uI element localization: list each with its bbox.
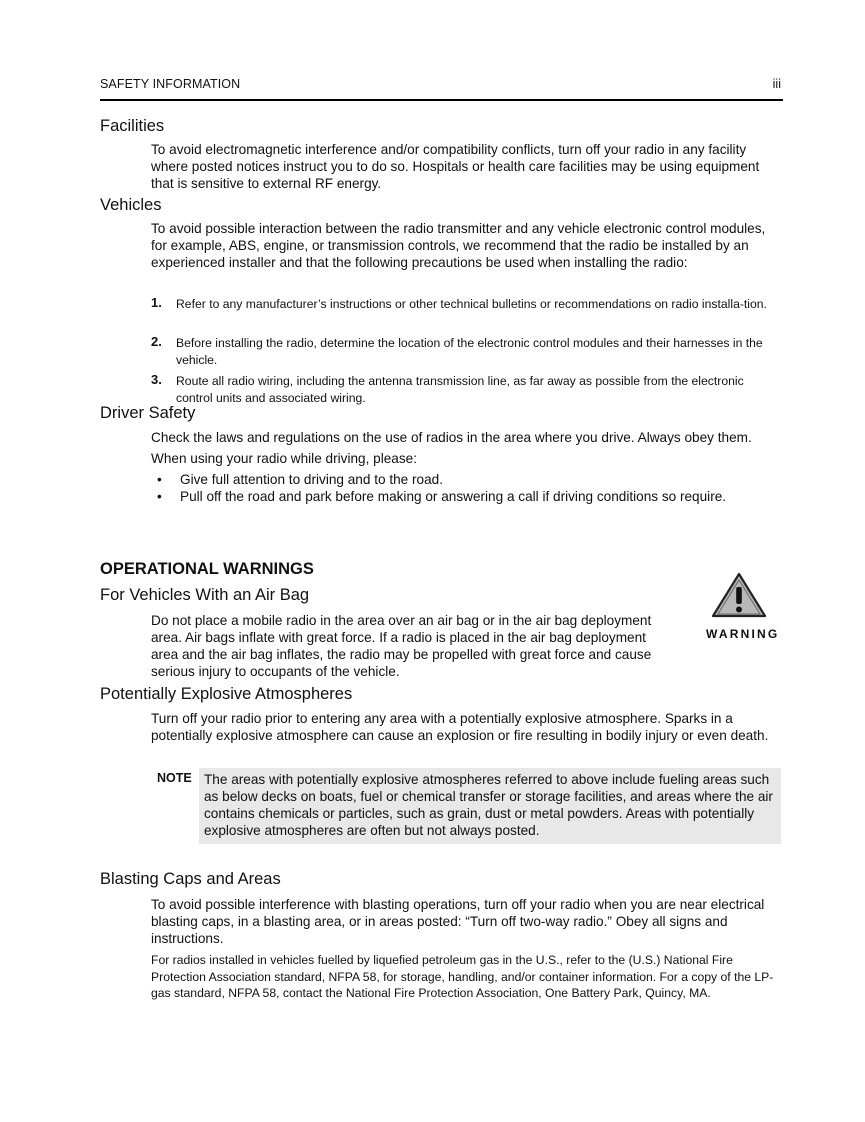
bullet-icon: • bbox=[157, 489, 162, 504]
driver-safety-intro: When using your radio while driving, please: bbox=[151, 451, 417, 466]
list-item-text: Before installing the radio, determine the location of the electronic control modules and their harnesses in the vehicle. bbox=[176, 336, 763, 367]
driver-safety-heading: Driver Safety bbox=[100, 404, 196, 422]
explosive-text: Turn off your radio prior to entering any area with a potentially explosive atmosphere. Sparks in a potentially explosive atmosphere can cause an explosion or fire resulting in bodily injury or even death. bbox=[151, 711, 769, 743]
warning-triangle-icon bbox=[711, 572, 767, 618]
page-number: iii bbox=[772, 77, 781, 91]
blasting-heading: Blasting Caps and Areas bbox=[100, 870, 281, 888]
list-item-text: Route all radio wiring, including the antenna transmission line, as far away as possible from the electronic control units and associated wiring. bbox=[176, 374, 744, 405]
list-item-number: 1. bbox=[151, 295, 162, 310]
note-label: NOTE bbox=[157, 771, 192, 785]
blasting-lp-gas-text: For radios installed in vehicles fuelled by liquefied petroleum gas in the U.S., refer to the (U.S.) National Fire Protection Association standard, NFPA 58, for storage, handling, and/or container information. For a copy of the LP-gas standard, NFPA 58, contact the National Fire Protection Association, One Battery Park, Quincy, MA. bbox=[151, 953, 774, 1000]
explosive-heading: Potentially Explosive Atmospheres bbox=[100, 685, 353, 703]
list-item-text: Refer to any manufacturer’s instructions or other technical bulletins or recommendations on radio installa-tion. bbox=[176, 297, 767, 311]
facilities-heading: Facilities bbox=[100, 117, 165, 135]
page-header bbox=[100, 77, 783, 101]
bullet-text: Give full attention to driving and to the road. bbox=[180, 472, 443, 487]
list-item-number: 3. bbox=[151, 372, 162, 387]
bullet-icon: • bbox=[157, 472, 162, 487]
list-item-number: 2. bbox=[151, 334, 162, 349]
note-text: The areas with potentially explosive atmospheres referred to above include fueling areas such as below decks on boats, fuel or chemical transfer or storage facilities, and areas where the air contains chemicals or particles, such as grain, dust or metal powders. Areas with potentially explosive atmospheres are often but not always posted. bbox=[204, 772, 773, 838]
facilities-text: To avoid electromagnetic interference and/or compatibility conflicts, turn off your radio in any facility where posted notices instruct you to do so. Hospitals or health care facilities may be using equipment that is sensitive to external RF energy. bbox=[151, 142, 760, 191]
driver-safety-text: Check the laws and regulations on the use of radios in the area where you drive. Always obey them. bbox=[151, 430, 752, 445]
bullet-text: Pull off the road and park before making or answering a call if driving conditions so require. bbox=[180, 489, 727, 504]
operational-warnings-heading: OPERATIONAL WARNINGS bbox=[100, 560, 314, 578]
air-bag-heading: For Vehicles With an Air Bag bbox=[100, 586, 310, 604]
note-box bbox=[199, 768, 781, 844]
warning-label: WARNING bbox=[706, 627, 780, 641]
vehicles-text: To avoid possible interaction between the radio transmitter and any vehicle electronic control modules, for example, ABS, engine, or transmission controls, we recommend that the radio be installed by an experienced installer and that the following precautions be used when installing the radio: bbox=[151, 221, 766, 270]
vehicles-heading: Vehicles bbox=[100, 196, 162, 214]
header-title: SAFETY INFORMATION bbox=[100, 77, 241, 91]
air-bag-text: Do not place a mobile radio in the area over an air bag or in the air bag deployment area. Air bags inflate with great force. If a radio is placed in the air bag deployment area and the air bag inflates, the radio may be propelled with great force and cause serious injury to occupants of the vehicle. bbox=[151, 613, 652, 679]
blasting-text: To avoid possible interference with blasting operations, turn off your radio when you are near electrical blasting caps, in a blasting area, or in areas posted: “Turn off two-way radio.” Obey all signs and instructions. bbox=[151, 897, 765, 946]
